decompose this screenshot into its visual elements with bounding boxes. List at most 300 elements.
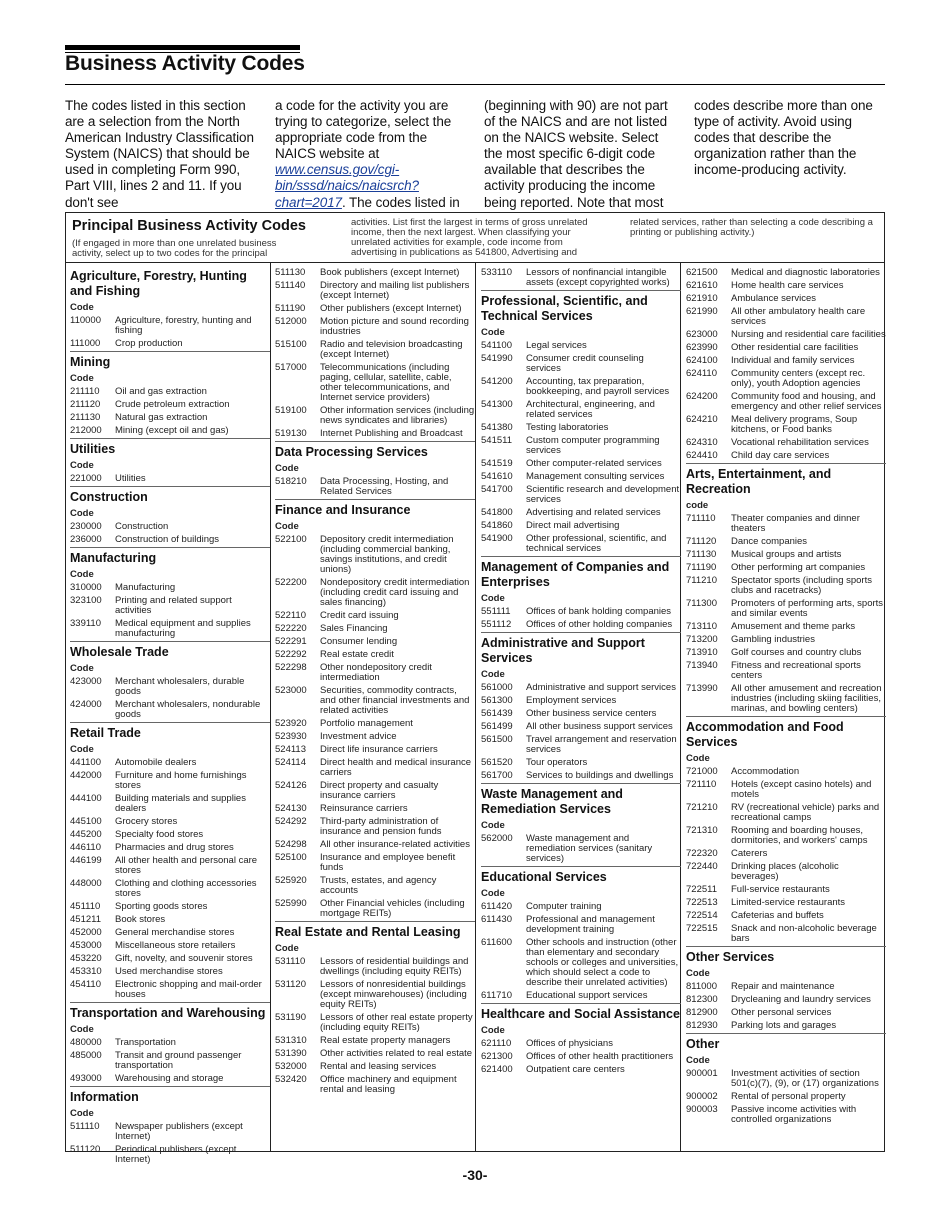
activity-code: 900003 <box>686 1104 718 1115</box>
activity-code: 221000 <box>70 473 102 484</box>
code-row <box>686 621 886 634</box>
activity-code: 519100 <box>275 405 307 416</box>
activity-description: Periodical publishers (except Internet) <box>115 1144 237 1165</box>
activity-description: Data Processing, Hosting, and Related Services <box>320 476 449 497</box>
activity-code: 713110 <box>686 621 717 632</box>
activity-code: 611430 <box>481 914 512 925</box>
code-row <box>70 595 270 618</box>
activity-code: 624410 <box>686 450 718 461</box>
code-row <box>686 683 886 716</box>
codes-column-1 <box>70 266 270 1167</box>
activity-code: 522292 <box>275 649 307 660</box>
activity-description: Drinking places (alcoholic beverages) <box>731 861 839 882</box>
code-row <box>481 435 681 458</box>
activity-description: Rental of personal property <box>731 1091 846 1102</box>
activity-code: 236000 <box>70 534 102 545</box>
code-column-label: Code <box>686 753 710 764</box>
code-row <box>481 1064 681 1077</box>
code-row <box>481 708 681 721</box>
code-row <box>481 458 681 471</box>
activity-code: 561499 <box>481 721 513 732</box>
activity-description: Other publishers (except Internet) <box>320 303 462 314</box>
activity-code: 524130 <box>275 803 307 814</box>
activity-description: Agriculture, forestry, hunting and fishing <box>115 315 252 336</box>
code-column-label: Code <box>275 521 299 532</box>
category-section <box>686 716 886 946</box>
code-row <box>275 267 475 280</box>
activity-description: Rental and leasing services <box>320 1061 437 1072</box>
activity-description: Offices of other health practitioners <box>526 1051 674 1062</box>
activity-description: Accommodation <box>731 766 800 777</box>
activity-description: Utilities <box>115 473 146 484</box>
code-row <box>481 267 681 290</box>
activity-description: Investment advice <box>320 731 397 742</box>
activity-code: 721110 <box>686 779 717 790</box>
activity-code: 512000 <box>275 316 307 327</box>
category-section <box>275 441 475 499</box>
activity-description: Direct mail advertising <box>526 520 620 531</box>
category-section <box>481 632 681 783</box>
code-row <box>70 1073 270 1086</box>
activity-code: 541700 <box>481 484 513 495</box>
code-row <box>275 852 475 875</box>
code-row <box>275 303 475 316</box>
activity-code: 711300 <box>686 598 717 609</box>
activity-code: 541990 <box>481 353 513 364</box>
code-row <box>275 956 475 979</box>
activity-code: 493000 <box>70 1073 102 1084</box>
activity-description: Amusement and theme parks <box>731 621 856 632</box>
code-row <box>686 848 886 861</box>
activity-description: Dance companies <box>731 536 808 547</box>
activity-code: 446110 <box>70 842 101 853</box>
code-row <box>70 878 270 901</box>
activity-description: Employment services <box>526 695 617 706</box>
activity-code: 621990 <box>686 306 718 317</box>
code-row <box>686 329 886 342</box>
activity-description: Custom computer programming services <box>526 435 660 456</box>
activity-description: Outpatient care centers <box>526 1064 625 1075</box>
activity-description: Other schools and instruction (other than elementary and secondary schools or colleges and universities, which should select a code to describe their unrelated activities) <box>526 937 679 988</box>
code-row <box>686 355 886 368</box>
activity-description: Professional and management development training <box>526 914 655 935</box>
activity-description: Limited-service restaurants <box>731 897 846 908</box>
activity-description: Internet Publishing and Broadcast <box>320 428 463 439</box>
activity-code: 511190 <box>275 303 306 314</box>
code-row <box>275 685 475 718</box>
activity-description: Other performing art companies <box>731 562 866 573</box>
activity-code: 533110 <box>481 267 512 278</box>
activity-code: 522110 <box>275 610 306 621</box>
category-heading: Educational Services <box>481 870 607 884</box>
code-row <box>686 660 886 683</box>
activity-code: 541519 <box>481 458 513 469</box>
code-row <box>70 582 270 595</box>
activity-description: Direct health and medical insurance carriers <box>320 757 472 778</box>
activity-description: Musical groups and artists <box>731 549 842 560</box>
intro-text-b: . The codes listed in <box>341 194 460 210</box>
code-row <box>275 839 475 852</box>
code-row <box>481 399 681 422</box>
activity-code: 524126 <box>275 780 307 791</box>
category-section <box>481 290 681 556</box>
activity-code: 532000 <box>275 1061 307 1072</box>
activity-description: Manufacturing <box>115 582 176 593</box>
code-row <box>481 340 681 353</box>
code-row <box>481 533 681 556</box>
activity-description: Gift, novelty, and souvenir stores <box>115 953 253 964</box>
activity-code: 451110 <box>70 901 101 912</box>
activity-code: 811000 <box>686 981 717 992</box>
activity-code: 621300 <box>481 1051 513 1062</box>
activity-code: 812930 <box>686 1020 718 1031</box>
activity-code: 711210 <box>686 575 717 586</box>
activity-description: Newspaper publishers (except Internet) <box>115 1121 243 1142</box>
activity-code: 211130 <box>70 412 101 423</box>
activity-code: 722511 <box>686 884 717 895</box>
activity-description: Miscellaneous store retailers <box>115 940 236 951</box>
activity-code: 515100 <box>275 339 307 350</box>
code-column-label: Code <box>686 1055 710 1066</box>
category-heading: Information <box>70 1090 139 1104</box>
activity-code: 523920 <box>275 718 307 729</box>
activity-description: Cafeterias and buffets <box>731 910 824 921</box>
activity-code: 721210 <box>686 802 718 813</box>
activity-description: RV (recreational vehicle) parks and recreational camps <box>731 802 880 823</box>
code-column-label: Code <box>70 508 94 519</box>
code-row <box>686 1104 886 1127</box>
activity-code: 522220 <box>275 623 307 634</box>
code-row <box>275 816 475 839</box>
activity-code: 541100 <box>481 340 512 351</box>
activity-description: Scientific research and development services <box>526 484 680 505</box>
activity-description: Directory and mailing list publishers (except Internet) <box>320 280 470 301</box>
code-column-label: Code <box>70 1024 94 1035</box>
activity-code: 444100 <box>70 793 102 804</box>
activity-code: 523930 <box>275 731 307 742</box>
activity-description: All other health and personal care stores <box>115 855 258 876</box>
code-row <box>275 610 475 623</box>
activity-description: Hotels (except casino hotels) and motels <box>731 779 872 800</box>
activity-code: 441100 <box>70 757 101 768</box>
page-title: Business Activity Codes <box>65 52 305 75</box>
activity-code: 532420 <box>275 1074 307 1085</box>
activity-code: 310000 <box>70 582 102 593</box>
activity-description: Computer training <box>526 901 602 912</box>
activity-description: Direct life insurance carriers <box>320 744 438 755</box>
activity-description: Investment activities of section 501(c)(7), (9), or (17) organizations <box>731 1068 879 1089</box>
activity-code: 211120 <box>70 399 101 410</box>
code-row <box>481 507 681 520</box>
code-row <box>686 267 886 280</box>
activity-code: 541610 <box>481 471 513 482</box>
activity-code: 323100 <box>70 595 102 606</box>
activity-code: 511130 <box>275 267 306 278</box>
activity-description: Management consulting services <box>526 471 665 482</box>
activity-description: Medical equipment and supplies manufacturing <box>115 618 251 639</box>
code-row <box>70 618 270 641</box>
activity-description: Testing laboratories <box>526 422 609 433</box>
activity-code: 524292 <box>275 816 307 827</box>
activity-description: Repair and maintenance <box>731 981 835 992</box>
activity-description: Oil and gas extraction <box>115 386 207 397</box>
code-row <box>70 1037 270 1050</box>
category-section <box>686 1033 886 1127</box>
code-row <box>481 471 681 484</box>
activity-code: 480000 <box>70 1037 102 1048</box>
activity-description: Spectator sports (including sports clubs and racetracks) <box>731 575 872 596</box>
activity-code: 445200 <box>70 829 102 840</box>
code-row <box>686 861 886 884</box>
intro-text-a: a code for the activity you are trying to categorize, select the appropriate code from the NAICS website at <box>275 98 452 162</box>
activity-code: 446199 <box>70 855 102 866</box>
activity-description: Merchant wholesalers, durable goods <box>115 676 245 697</box>
code-row <box>275 979 475 1012</box>
code-column-label: Code <box>70 373 94 384</box>
category-heading: Healthcare and Social Assistance <box>481 1007 680 1021</box>
code-row <box>275 744 475 757</box>
code-row <box>481 606 681 619</box>
activity-code: 454110 <box>70 979 101 990</box>
code-row <box>275 1035 475 1048</box>
code-column-label: Code <box>481 669 505 680</box>
principal-title: Principal Business Activity Codes <box>72 218 306 234</box>
activity-description: Telecommunications (including paging, cellular, satellite, cable, other telecommunications, and Internet service providers) <box>320 362 452 403</box>
codes-column-4 <box>686 266 886 1127</box>
category-heading: Manufacturing <box>70 551 157 565</box>
code-column-label: Code <box>70 569 94 580</box>
activity-description: Depository credit intermediation (including commercial banking, savings institutions, and credit unions) <box>320 534 454 575</box>
code-row <box>275 757 475 780</box>
activity-code: 900001 <box>686 1068 718 1079</box>
code-row <box>686 280 886 293</box>
code-row <box>275 1074 475 1097</box>
code-row <box>481 1038 681 1051</box>
activity-description: Other residential care facilities <box>731 342 859 353</box>
activity-description: All other insurance-related activities <box>320 839 470 850</box>
code-row <box>686 437 886 450</box>
activity-description: Pharmacies and drug stores <box>115 842 234 853</box>
activity-description: Accounting, tax preparation, bookkeeping, and payroll services <box>526 376 670 397</box>
code-row <box>275 476 475 499</box>
activity-description: Consumer lending <box>320 636 398 647</box>
code-row <box>686 306 886 329</box>
intro-column-4: codes describe more than one type of activity. Avoid using codes that describe the organization rather than the income-producing activity. <box>694 98 873 178</box>
activity-code: 551111 <box>481 606 511 617</box>
activity-description: Golf courses and country clubs <box>731 647 862 658</box>
activity-description: Tour operators <box>526 757 588 768</box>
activity-description: Child day care services <box>731 450 830 461</box>
principal-text-2: activities. List first the largest in terms of gross unrelated income, then the next largest. When classifying your unrelated activities for example, code income from advertising in publications as 541800, Advertising and <box>351 217 588 258</box>
activity-code: 722514 <box>686 910 718 921</box>
activity-code: 562000 <box>481 833 513 844</box>
activity-description: Waste management and remediation services (sanitary services) <box>526 833 653 864</box>
activity-description: Vocational rehabilitation services <box>731 437 869 448</box>
code-row <box>275 803 475 816</box>
code-row <box>275 780 475 803</box>
activity-code: 448000 <box>70 878 102 889</box>
activity-code: 110000 <box>70 315 101 326</box>
code-column-label: code <box>686 500 709 511</box>
activity-description: Educational support services <box>526 990 648 1001</box>
code-row <box>275 731 475 744</box>
code-row <box>481 353 681 376</box>
code-column-label: Code <box>481 593 505 604</box>
code-row <box>481 937 681 990</box>
activity-description: Legal services <box>526 340 587 351</box>
code-row <box>686 647 886 660</box>
activity-code: 451211 <box>70 914 101 925</box>
activity-code: 721310 <box>686 825 718 836</box>
category-section <box>275 266 475 441</box>
code-row <box>275 405 475 428</box>
activity-description: Lessors of nonresidential buildings (except minwarehouses) (including equity REITs) <box>320 979 467 1010</box>
activity-description: Caterers <box>731 848 768 859</box>
category-heading: Construction <box>70 490 148 504</box>
activity-description: Sporting goods stores <box>115 901 208 912</box>
activity-code: 812900 <box>686 1007 718 1018</box>
activity-description: Reinsurance carriers <box>320 803 408 814</box>
code-row <box>481 376 681 399</box>
activity-code: 517000 <box>275 362 307 373</box>
activity-code: 621500 <box>686 267 718 278</box>
code-row <box>275 339 475 362</box>
activity-code: 452000 <box>70 927 102 938</box>
code-row <box>70 699 270 722</box>
activity-code: 531390 <box>275 1048 307 1059</box>
category-heading: Transportation and Warehousing <box>70 1006 266 1020</box>
activity-code: 541800 <box>481 507 513 518</box>
activity-code: 623000 <box>686 329 718 340</box>
code-row <box>70 338 270 351</box>
category-section <box>70 1086 270 1167</box>
activity-code: 711120 <box>686 536 717 547</box>
activity-description: Travel arrangement and reservation services <box>526 734 677 755</box>
code-row <box>481 990 681 1003</box>
code-column-label: Code <box>70 460 94 471</box>
activity-code: 525990 <box>275 898 307 909</box>
activity-description: Architectural, engineering, and related services <box>526 399 655 420</box>
code-row <box>686 884 886 897</box>
activity-code: 445100 <box>70 816 102 827</box>
activity-description: Motion picture and sound recording industries <box>320 316 469 337</box>
activity-code: 611710 <box>481 990 512 1001</box>
activity-description: Insurance and employee benefit funds <box>320 852 456 873</box>
activity-description: Grocery stores <box>115 816 178 827</box>
activity-description: Transit and ground passenger transportation <box>115 1050 242 1071</box>
category-heading: Mining <box>70 355 111 369</box>
code-row <box>481 721 681 734</box>
activity-description: General merchandise stores <box>115 927 235 938</box>
activity-description: Office machinery and equipment rental and leasing <box>320 1074 457 1095</box>
activity-description: Individual and family services <box>731 355 855 366</box>
activity-code: 519130 <box>275 428 307 439</box>
title-underline <box>65 84 885 85</box>
code-row <box>70 521 270 534</box>
code-row <box>275 577 475 610</box>
activity-code: 541300 <box>481 399 513 410</box>
activity-code: 522298 <box>275 662 307 673</box>
activity-code: 621110 <box>481 1038 512 1049</box>
activity-code: 561520 <box>481 757 513 768</box>
activity-description: Portfolio management <box>320 718 413 729</box>
activity-code: 531190 <box>275 1012 306 1023</box>
activity-code: 522100 <box>275 534 307 545</box>
code-row <box>70 901 270 914</box>
code-row <box>275 623 475 636</box>
activity-code: 522291 <box>275 636 307 647</box>
activity-code: 453220 <box>70 953 102 964</box>
code-row <box>481 757 681 770</box>
code-row <box>70 793 270 816</box>
page-number: -30- <box>462 1167 488 1183</box>
activity-code: 523000 <box>275 685 307 696</box>
activity-code: 561000 <box>481 682 513 693</box>
activity-description: Fitness and recreational sports centers <box>731 660 861 681</box>
activity-description: Medical and diagnostic laboratories <box>731 267 880 278</box>
code-row <box>70 1050 270 1073</box>
activity-code: 900002 <box>686 1091 718 1102</box>
activity-code: 722440 <box>686 861 718 872</box>
activity-description: Other Financial vehicles (including mortgage REITs) <box>320 898 465 919</box>
activity-code: 623990 <box>686 342 718 353</box>
activity-code: 541511 <box>481 435 512 446</box>
category-heading: Data Processing Services <box>275 445 428 459</box>
activity-code: 453000 <box>70 940 102 951</box>
activity-description: Home health care services <box>731 280 844 291</box>
activity-code: 212000 <box>70 425 102 436</box>
category-heading: Real Estate and Rental Leasing <box>275 925 461 939</box>
activity-code: 713200 <box>686 634 718 645</box>
code-row <box>686 391 886 414</box>
category-heading: Other Services <box>686 950 775 964</box>
category-heading: Accommodation and Food Services <box>686 720 844 749</box>
category-section <box>481 1003 681 1077</box>
code-row <box>70 940 270 953</box>
activity-description: Other nondepository credit intermediation <box>320 662 432 683</box>
code-row <box>686 994 886 1007</box>
activity-description: Merchant wholesalers, nondurable goods <box>115 699 261 720</box>
activity-description: Other personal services <box>731 1007 832 1018</box>
activity-code: 624200 <box>686 391 718 402</box>
activity-code: 722320 <box>686 848 718 859</box>
code-row <box>686 414 886 437</box>
category-section <box>686 946 886 1033</box>
naics-link[interactable]: www.census.gov/cgi-bin/sssd/naics/naicsrch?chart=2017 <box>275 162 419 210</box>
code-row <box>686 779 886 802</box>
activity-description: Offices of bank holding companies <box>526 606 672 617</box>
category-section <box>481 266 681 290</box>
activity-description: Offices of physicians <box>526 1038 613 1049</box>
activity-code: 722513 <box>686 897 718 908</box>
activity-description: Electronic shopping and mail-order houses <box>115 979 262 1000</box>
code-column-label: Code <box>70 663 94 674</box>
activity-code: 561700 <box>481 770 513 781</box>
activity-code: 511110 <box>70 1121 100 1132</box>
principal-subtitle: (If engaged in more than one unrelated business activity, select up to two codes for the principal <box>72 238 277 259</box>
activity-description: Direct property and casualty insurance carriers <box>320 780 439 801</box>
activity-description: Book stores <box>115 914 166 925</box>
activity-description: All other business support services <box>526 721 673 732</box>
category-section <box>481 556 681 632</box>
activity-description: Gambling industries <box>731 634 815 645</box>
activity-description: Advertising and related services <box>526 507 661 518</box>
code-row <box>481 833 681 866</box>
activity-description: All other ambulatory health care services <box>731 306 866 327</box>
activity-description: Other computer-related services <box>526 458 662 469</box>
code-row <box>275 718 475 731</box>
activity-code: 524298 <box>275 839 307 850</box>
